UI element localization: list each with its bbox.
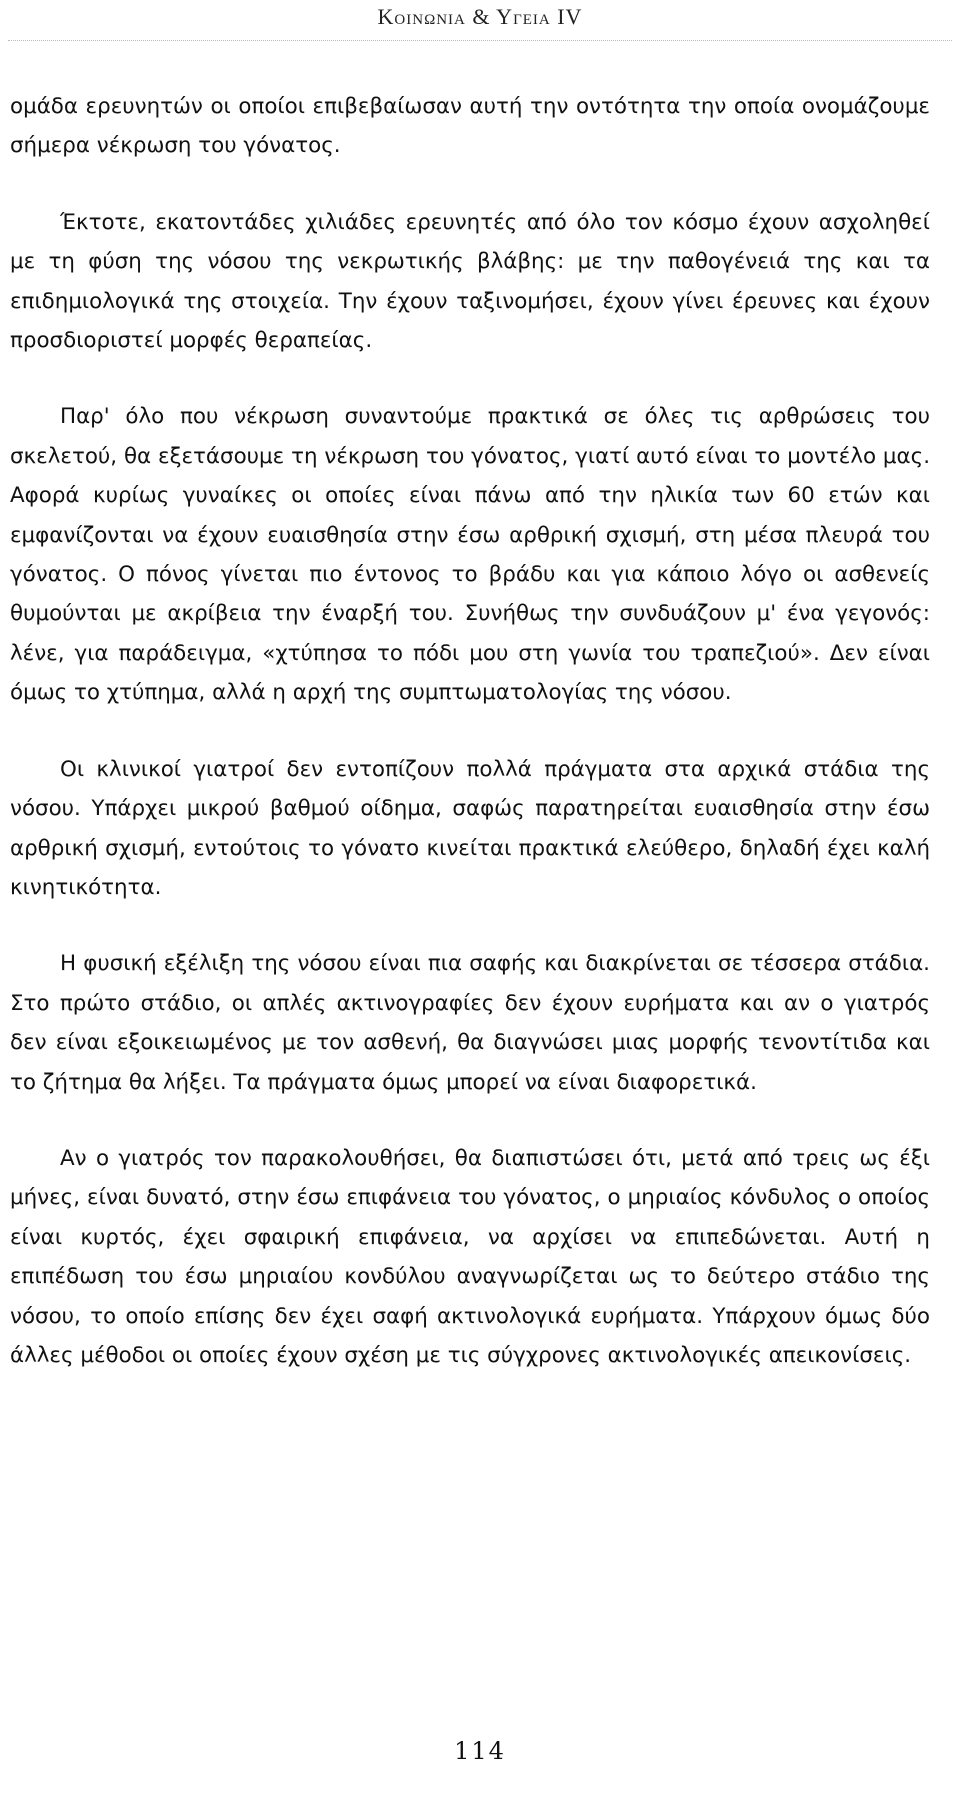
paragraph: ομάδα ερευνητών οι οποίοι επιβεβαίωσαν αυτή την οντότητα την οποία ονομάζουμε σήμερα νέκρωση του γόνατος. [10,94,930,159]
paragraph: Οι κλινικοί γιατροί δεν εντοπίζουν πολλά πράγματα στα αρχικά στάδια της νόσου. Υπάρχει μικρού βαθμού οίδημα, σαφώς παρατηρείται ευαισθησία στην έσω αρθρική σχισμή, εντούτοις το γόνατο κινείται πρακτικά ελεύθερο, δηλαδή έχει καλή κινητικότητα. [10,756,930,900]
paragraph: Η φυσική εξέλιξη της νόσου είναι πια σαφής και διακρίνεται σε τέσσερα στάδια. Στο πρώτο στάδιο, οι απλές ακτινογραφίες δεν έχουν ευρήματα και αν ο γιατρός δεν είναι εξοικειωμένος με τον ασθενή, θα διαγνώσει μιας μορφής τενοντίτιδα και το ζήτημα θα λήξει. Τα πράγματα όμως μπορεί να είναι διαφορετικά. [10,951,930,1095]
paragraph: Έκτοτε, εκατοντάδες χιλιάδες ερευνητές από όλο τον κόσμο έχουν ασχοληθεί με τη φύση της νόσου της νεκρωτικής βλάβης: με την παθογένειά της και τα επιδημιολογικά της στοιχεία. Την έχουν ταξινομήσει, έχουν γίνει έρευνες και έχουν προσδιοριστεί μορφές θεραπείας. [10,209,930,354]
page-number: 114 [454,1737,506,1765]
paragraph: Παρ' όλο που νέκρωση συναντούμε πρακτικά σε όλες τις αρθρώσεις του σκελετού, θα εξετάσουμε τη νέκρωση του γόνατος, γιατί αυτό είναι το μοντέλο μας. Αφορά κυρίως γυναίκες οι οποίες είναι πάνω από την ηλικία των 60 ετών και εμφανίζονται να έχουν ευαισθησία στην έσω αρθρική σχισμή, στη μέσα πλευρά του γόνατος. Ο πόνος γίνεται πιο έντονος το βράδυ και για κάποιο λόγο οι ασθενείς θυμούνται με ακρίβεια την έναρξή του. Συνήθως την συνδυάζουν μ' ένα γεγονός: λένε, για παράδειγμα, «χτύπησα το πόδι μου στη γωνία του τραπεζιού». Δεν είναι όμως το χτύπημα, αλλά η αρχή της συμπτωματολογίας της νόσου. [10,404,930,706]
paragraph: Αν ο γιατρός τον παρακολουθήσει, θα διαπιστώσει ότι, μετά από τρεις ως έξι μήνες, είναι δυνατό, στην έσω επιφάνεια του γόνατος, ο μηριαίος κόνδυλος ο οποίος είναι κυρτός, έχει σφαιρική επιφάνεια, να αρχίσει να επιπεδώνεται. Αυτή η επιπέδωση του έσω μηριαίου κονδύλου αναγνωρίζεται ως το δεύτερο στάδιο της νόσου, το οποίο επίσης δεν έχει σαφή ακτινολογικά ευρήματα. Υπάρχουν όμως δύο άλλες μέθοδοι οι οποίες έχουν σχέση με τις σύγχρονες ακτινολογικές απεικονίσεις. [10,1145,930,1368]
page-body [10,87,930,1375]
header-divider [8,40,952,41]
running-header: Κοινωνια & Υγεια IV [377,4,583,29]
